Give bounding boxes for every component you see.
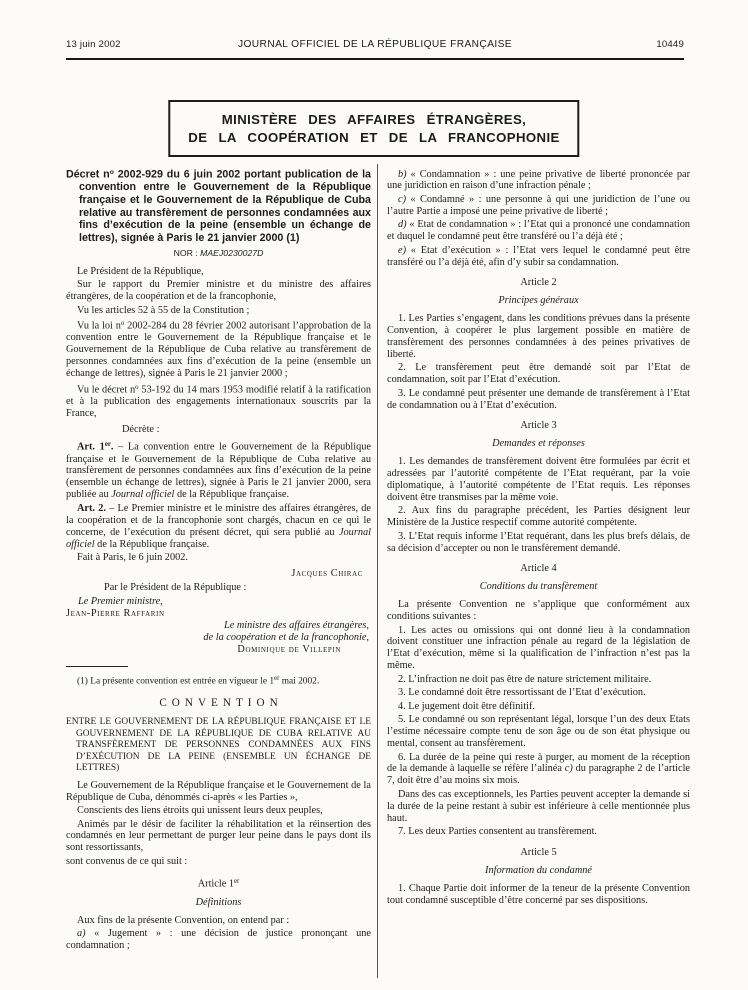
paragraph: [387, 245, 690, 269]
paragraph: Le Gouvernement de la République française et le Gouvernement de la République de Cuba, dénommés ci-après « les Parties »,: [66, 779, 371, 803]
text-run: Journal officiel: [111, 489, 175, 501]
paragraph: 1. Les actes ou omissions qui ont donné lieu à la condamnation doivent constituer une infraction pénale au regard de la législation de l’Etat d’exécution, même si la qualification de l’infraction n’est pas la même.: [387, 624, 690, 672]
article-subtitle: Demandes et réponses: [492, 438, 585, 450]
paragraph: Le Président de la République,: [77, 265, 204, 277]
paragraph: 3. Le condamné peut présenter une demande de transfèrement à l’Etat de condamnation ou à l’Etat d’exécution.: [387, 387, 690, 411]
paragraph: 1. Les demandes de transfèrement doivent être formulées par écrit et adressées par l’autorité compétente de l’Etat requérant, par la voie diplomatique, à l’autorité compétente de l’Etat requis. Les réponses doivent être transmises par la même voie.: [387, 456, 690, 503]
text-run: d): [398, 219, 407, 231]
text-run: o: [135, 383, 139, 391]
paragraph: Dans des cas exceptionnels, les Parties peuvent accepter la demande si la durée de la peine restant à subir est inférieure à celle mentionnée plus haut.: [387, 788, 690, 824]
right-column: [387, 167, 690, 952]
text-run: er: [274, 674, 280, 682]
text-run: er: [104, 441, 111, 449]
article-heading: Article 4: [520, 563, 557, 575]
signature-president: Jacques Chirac: [291, 568, 363, 580]
text-run: « Jugement » : une décision de justice prononçant une condamnation ;: [66, 928, 371, 952]
text-run: Journal officiel: [66, 526, 371, 550]
paragraph: [387, 169, 690, 193]
text-run: « Etat de condamnation » : l’Etat qui a prononcé une condamnation et duquel le condamné peut être transféré ou l’a déjà été ;: [387, 219, 690, 243]
paragraph: [66, 503, 371, 551]
text-run: c): [564, 763, 573, 775]
text-run: b): [398, 168, 407, 180]
paragraph: [66, 439, 371, 501]
article-subtitle: Définitions: [195, 896, 242, 908]
footnote-rule: [66, 666, 128, 667]
journal-title: JOURNAL OFFICIEL DE LA RÉPUBLIQUE FRANÇAISE: [237, 39, 513, 50]
text-run: « Condamné » : une personne à qui une juridiction de l’une ou l’autre Partie a imposé une peine privative de liberté ;: [387, 193, 690, 217]
paragraph: 2. Aux fins du paragraphe précédent, les Parties désignent leur Ministère de la Justice respectif comme autorité compétente.: [387, 505, 690, 529]
paragraph: Animés par le désir de faciliter la réhabilitation et la réinsertion des condamnés en leur permettant de purger leur peine dans le pays dont ils sont ressortissants,: [66, 818, 371, 854]
article-heading: Article 2: [520, 277, 557, 289]
text-run: c): [398, 193, 406, 205]
article-subtitle: Conditions du transfèrement: [479, 581, 598, 593]
paragraph: sont convenus de ce qui suit :: [66, 855, 188, 867]
paragraph: 3. L’Etat requis informe l’Etat requérant, dans les plus brefs délais, de sa décision d’accepter ou non le transfèrement demandé.: [387, 530, 690, 554]
text-run: de la République française.: [94, 538, 210, 550]
page-number: 10449: [656, 39, 684, 50]
convention-parties-heading: ENTRE LE GOUVERNEMENT DE LA RÉPUBLIQUE FRANÇAISE ET LE GOUVERNEMENT DE LA RÉPUBLIQUE DE CUBA RELATIVE AU TRANSFÈREMENT DE PERSONNES CONDAMNÉES AUX FINS D’EXÉCUTION DE LA PEINE (ENSEMBLE UN ÉCHANGE DE LETTRES): [66, 717, 371, 774]
ministry-title-box: [168, 100, 579, 157]
text-run: 53-192 du 14 mars 1953 modifié relatif à la ratification et à la publication des engagements internationaux souscrits par la France,: [66, 384, 371, 420]
paragraph: [66, 928, 371, 952]
page-header: [66, 39, 684, 60]
text-run: « Condamnation » : une peine privative de liberté prononcée par une juridiction en raison d’une infraction pénale ;: [387, 168, 690, 192]
signature-pm: Jean-Pierre Raffarin: [66, 607, 165, 619]
article-subtitle: Principes généraux: [498, 295, 579, 307]
paragraph: 3. Le condamné doit être ressortissant de l’Etat d’exécution.: [398, 687, 646, 699]
text-run: 2002-929 du 6 juin 2002 portant publication de la convention entre le Gouvernement de la République française et le Gouvernement de la République de Cuba relative au transfèrement de personnes condamnées aux fins d’exécution de la peine (ensemble un échange de lettres), signée à Paris le 21 janvier 2000 (1): [79, 168, 371, 245]
text-run: (1) La présente convention est entrée en vigueur le 1: [77, 676, 275, 687]
text-run: – Le Premier ministre et le ministre des affaires étrangères, de la coopération et de la francophonie sont chargés, chacun en ce qui le concerne, de l’exécution du présent décret, qui sera publié au: [66, 502, 372, 538]
text-run: er: [234, 878, 240, 886]
text-run: o: [109, 169, 114, 176]
column-divider: [377, 164, 378, 978]
paragraph: 5. Le condamné ou son représentant légal, lorsque l’un des deux Etats l’estime nécessaire compte tenu de son âge ou de son état physique ou mental, consent au transfèrement.: [387, 714, 690, 750]
text-run: de la République française.: [174, 489, 290, 501]
paragraph: [66, 382, 371, 420]
text-run: NOR :: [173, 247, 201, 258]
paragraph: 7. Les deux Parties consentent au transfèrement.: [398, 826, 598, 838]
paragraph: [387, 752, 690, 788]
text-run: .: [110, 441, 114, 453]
text-run: e): [398, 244, 406, 256]
text-run: du paragraphe 2 de l’article 7, doit être d’au moins six mois.: [387, 763, 691, 787]
paragraph: 2. L’infraction ne doit pas être de nature strictement militaire.: [398, 673, 652, 685]
signature-minister: Dominique de Villepin: [237, 643, 341, 655]
paragraph: Conscients des liens étroits qui unissent leurs deux peuples,: [77, 805, 323, 817]
paragraph: Sur le rapport du Premier ministre et du ministre des affaires étrangères, de la coopération et de la francophonie,: [66, 279, 371, 303]
ministry-title-line2: DE LA COOPÉRATION ET DE LA FRANCOPHONIE: [188, 130, 560, 145]
article-heading: Article 5: [520, 846, 557, 858]
article-heading: [66, 876, 371, 890]
ministry-title-line1: MINISTÈRE DES AFFAIRES ÉTRANGÈRES,: [221, 112, 527, 127]
footnote: [66, 673, 371, 688]
paragraph: 2. Le transfèrement peut être demandé soit par l’Etat de condamnation, soit par l’Etat d’exécution.: [387, 362, 690, 386]
nor-number: [66, 248, 371, 260]
text-run: Art. 2.: [77, 502, 106, 514]
paragraph: [66, 318, 371, 380]
decree-title: [66, 167, 371, 245]
text-run: o: [120, 319, 125, 327]
paragraph: Vu les articles 52 à 55 de la Constitution ;: [77, 304, 250, 316]
text-run: Vu le décret n: [77, 384, 136, 396]
paragraph: 1. Chaque Partie doit informer de la teneur de la présente Convention tout condamné susceptible d’être concerné par ses dispositions.: [387, 882, 690, 906]
text-run: Art. 1: [77, 441, 105, 453]
signature-role-minister: Le ministre des affaires étrangères,: [223, 619, 369, 631]
article-heading: Article 3: [520, 420, 557, 432]
text-run: – La convention entre le Gouvernement de la République française et le Gouvernement de la République de Cuba relative au transfèrement de personnes condamnées aux fins d’exécution de la peine (ensemble un échange de lettres), signée à Paris le 21 janvier 2000, sera publiée au: [66, 441, 372, 501]
paragraph: 4. Le jugement doit être définitif.: [398, 700, 535, 712]
paragraph: [387, 194, 690, 218]
decree-enacting-word: Décrète :: [122, 424, 160, 436]
issue-date: 13 juin 2002: [66, 39, 121, 50]
paragraph: La présente Convention ne s’applique que conformément aux conditions suivantes :: [387, 599, 690, 623]
text-run: Article 1: [197, 878, 235, 890]
text-run: Décret n: [66, 168, 110, 181]
text-run: a): [77, 928, 86, 940]
left-column: [66, 167, 371, 952]
signature-byline: Par le Président de la République :: [104, 582, 247, 594]
two-column-body: [66, 167, 690, 952]
text-run: 2002-284 du 28 février 2002 autorisant l’approbation de la convention entre le Gouvernement de la République française et le Gouvernement de la République de Cuba relative au transfèrement de personnes condamnées aux fins d’exécution de la peine (ensemble un échange de lettres), signée à Paris le 21 janvier 2000 ;: [66, 320, 371, 380]
paragraph: 1. Les Parties s’engagent, dans les conditions prévues dans la présente Convention, à coopérer le plus largement possible en matière de transfèrement des personnes condamnées à des peines privatives de liberté.: [387, 313, 690, 360]
paragraph: Aux fins de la présente Convention, on entend par :: [77, 914, 290, 926]
text-run: mai 2002.: [279, 676, 320, 687]
signature-role-minister: de la coopération et de la francophonie,: [203, 631, 369, 643]
text-run: Vu la loi n: [77, 320, 121, 332]
text-run: MAEJ0230027D: [200, 247, 264, 258]
article-subtitle: Information du condamné: [485, 864, 592, 876]
text-run: 6. La durée de la peine qui reste à purger, au moment de la réception de la demande à laquelle se réfère l’alinéa: [387, 751, 690, 775]
signature-role-pm: Le Premier ministre,: [78, 596, 163, 607]
paragraph: Fait à Paris, le 6 juin 2002.: [77, 552, 188, 564]
text-run: « Etat d’exécution » : l’Etat vers lequel le condamné peut être transféré ou l’a déjà été, afin d’y subir sa condamnation.: [387, 244, 690, 268]
convention-title: CONVENTION: [159, 697, 283, 710]
paragraph: [387, 219, 690, 243]
